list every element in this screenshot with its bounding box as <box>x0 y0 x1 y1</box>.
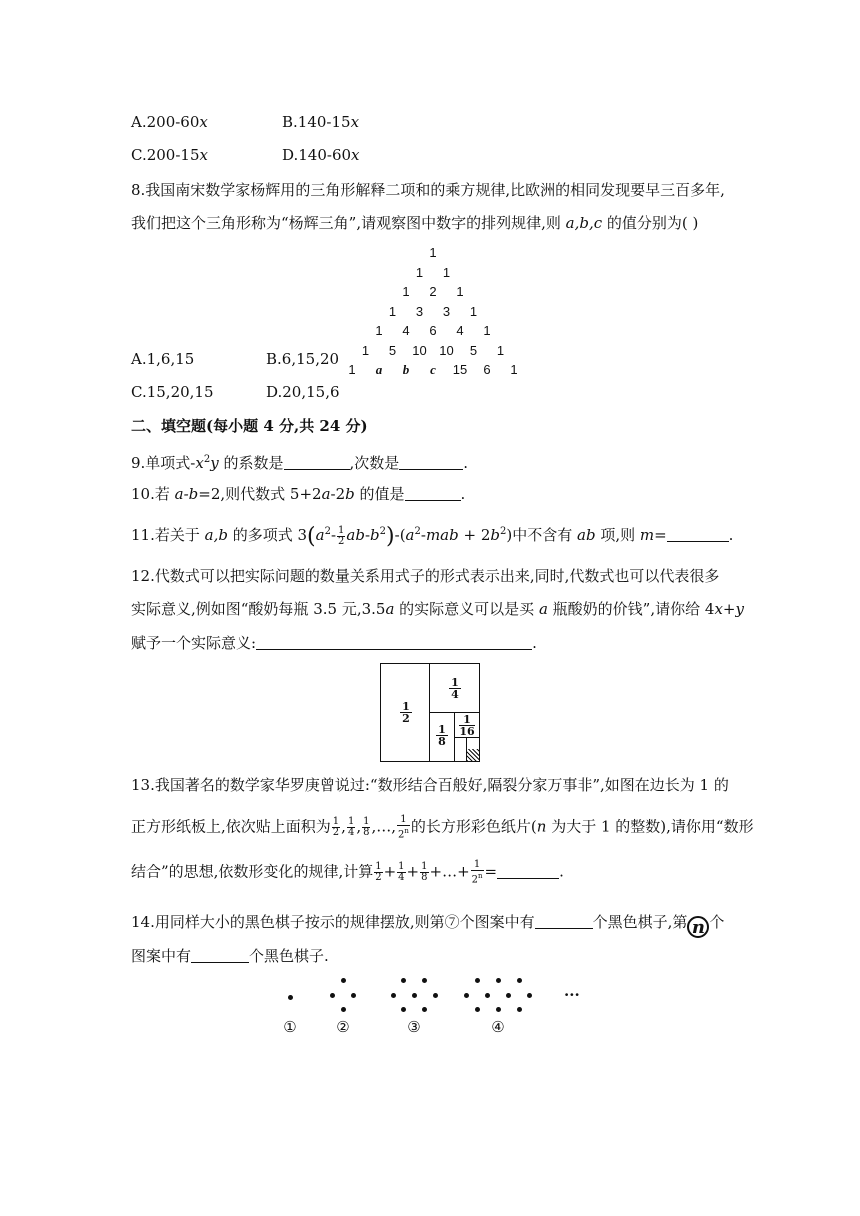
triangle-cell: 4 <box>456 323 464 338</box>
chess-piece-dot <box>422 1007 427 1012</box>
triangle-cell: 1 <box>429 245 437 260</box>
q14-blank-nth[interactable] <box>191 948 249 963</box>
triangle-cell: 1 <box>456 284 464 299</box>
q8-option-d: D.20,15,6 <box>266 383 340 401</box>
q8-option-c: C.15,20,15 <box>131 383 214 401</box>
chess-piece-dot <box>485 993 490 998</box>
triangle-cell: a <box>375 362 383 377</box>
q12-line2: 实际意义,例如图“酸奶每瓶 3.5 元,3.5a 的实际意义可以是买 a 瓶酸奶的价钱”,请你给 4x+y <box>131 600 744 618</box>
chess-piece-dot <box>475 1007 480 1012</box>
q13-line2: 正方形纸板上,依次贴上面积为 $\frac{1}{2}$ , $\frac{1}{4}$ , $\frac{1}{8}$ ,…, $\frac{1}{2^n}$ 的长方形彩色纸片(n 为大于 1 的整数),请你用“数形 <box>131 814 754 841</box>
q11-blank[interactable] <box>667 527 729 542</box>
triangle-cell: 1 <box>361 342 370 358</box>
chess-piece-dot <box>341 1007 346 1012</box>
q10-blank[interactable] <box>405 486 461 501</box>
triangle-cell: 1 <box>510 362 518 377</box>
pattern-ellipsis: ··· <box>564 986 580 1004</box>
chess-piece-dot <box>464 993 469 998</box>
q8-option-b: B.6,15,20 <box>266 350 340 368</box>
chess-piece-dot <box>433 993 438 998</box>
pattern-label-2: ② <box>336 1018 350 1036</box>
label-half: 1 2 <box>400 701 412 724</box>
chess-piece-dot <box>506 993 511 998</box>
triangle-cell: 4 <box>402 323 410 338</box>
q8-option-a: A.1,6,15 <box>131 350 195 368</box>
q8-stem-line1: 8.我国南宋数学家杨辉用的三角形解释二项和的乘方规律,比欧洲的相同发现要早三百多年, <box>131 181 725 199</box>
q9-blank-coefficient[interactable] <box>284 455 350 470</box>
chess-piece-dot <box>288 995 293 1000</box>
pattern-label-1: ① <box>283 1018 297 1036</box>
q13-line1: 13.我国著名的数学家华罗庚曾说过:“数形结合百般好,隔裂分家万事非”,如图在边长为 1 的 <box>131 776 729 794</box>
triangle-cell: 3 <box>442 303 451 319</box>
q7-option-d: D.140-60x <box>282 146 360 164</box>
q12-blank[interactable] <box>256 635 532 650</box>
triangle-cell: 1 <box>496 342 505 358</box>
hatched-remainder <box>467 749 479 761</box>
triangle-cell: 1 <box>402 284 410 299</box>
q13-blank[interactable] <box>497 864 559 879</box>
label-eighth: 1 8 <box>436 724 448 747</box>
triangle-cell: 5 <box>469 342 478 358</box>
triangle-cell: 1 <box>388 303 397 319</box>
triangle-cell: 1 <box>415 264 424 280</box>
q7-option-a: A.200-60x <box>131 113 208 131</box>
triangle-cell: 1 <box>375 323 383 338</box>
chess-piece-dot <box>496 1007 501 1012</box>
chess-piece-dot <box>422 978 427 983</box>
chess-piece-dot <box>517 1007 522 1012</box>
pattern-label-3: ③ <box>407 1018 421 1036</box>
chess-piece-dot <box>330 993 335 998</box>
triangle-cell: 10 <box>439 342 454 358</box>
chess-piece-dot <box>517 978 522 983</box>
triangle-cell: 5 <box>388 342 397 358</box>
q7-option-b: B.140-15x <box>282 113 360 131</box>
n-circle-icon: n <box>687 916 709 938</box>
triangle-cell: 6 <box>429 323 437 338</box>
triangle-cell: 6 <box>483 362 491 377</box>
q8-stem-line2: 我们把这个三角形称为“杨辉三角”,请观察图中数字的排列规律,则 a,b,c 的值分别为( ) <box>131 214 699 232</box>
chess-piece-dot <box>401 1007 406 1012</box>
triangle-cell: 2 <box>429 284 437 299</box>
q12-line3: 赋予一个实际意义: . <box>131 634 537 652</box>
q11: 11.若关于 a,b 的多项式 $3(a^2-$ $\frac{1}{2}$ $ab-b^2)-(a^2$-mab + $2b^2$)中不含有 ab 项,则 m= . <box>131 524 734 549</box>
q14-line1: 14.用同样大小的黑色棋子按示的规律摆放,则第⑦个图案中有 个黑色棋子,第 n 个 <box>131 913 725 938</box>
triangle-cell: 1 <box>483 323 491 338</box>
q14-line2: 图案中有 个黑色棋子. <box>131 947 329 965</box>
chess-piece-dot <box>401 978 406 983</box>
q9: 9.单项式$-x^2y$ 的系数是 ,次数是 . <box>131 454 469 472</box>
q9-blank-degree[interactable] <box>399 455 463 470</box>
label-sixteenth: 1 16 <box>459 713 475 738</box>
triangle-cell: 1 <box>469 303 478 319</box>
triangle-cell: 1 <box>348 362 356 377</box>
chess-piece-dot <box>475 978 480 983</box>
chess-piece-dot <box>496 978 501 983</box>
triangle-cell: 3 <box>415 303 424 319</box>
chess-piece-dot <box>391 993 396 998</box>
pattern-label-4: ④ <box>491 1018 505 1036</box>
section-heading: 二、填空题(每小题 4 分,共 24 分) <box>131 417 368 435</box>
q10: 10.若 a-b=2,则代数式 5+2a-2b 的值是 . <box>131 485 466 503</box>
triangle-cell: 15 <box>452 362 468 377</box>
label-quarter: 1 4 <box>449 677 461 700</box>
triangle-cell: 10 <box>412 342 427 358</box>
triangle-cell: c <box>430 362 436 377</box>
q12-line1: 12.代数式可以把实际问题的数量关系用式子的形式表示出来,同时,代数式也可以代表很多 <box>131 567 720 585</box>
chess-piece-dot <box>412 993 417 998</box>
chess-piece-dot <box>341 978 346 983</box>
chess-piece-dot <box>351 993 356 998</box>
q14-blank-seventh[interactable] <box>535 914 593 929</box>
q13-line3: 结合”的思想,依数形变化的规律,计算 $\frac{1}{2}$ + $\frac{1}{4}$ + $\frac{1}{8}$ +…+ $\frac{1}{2^n}$ = . <box>131 859 564 886</box>
triangle-cell: 1 <box>442 264 451 280</box>
yanghui-triangle <box>0 0 860 380</box>
q7-option-c: C.200-15x <box>131 146 208 164</box>
triangle-cell: b <box>402 362 410 377</box>
chess-piece-dot <box>527 993 532 998</box>
